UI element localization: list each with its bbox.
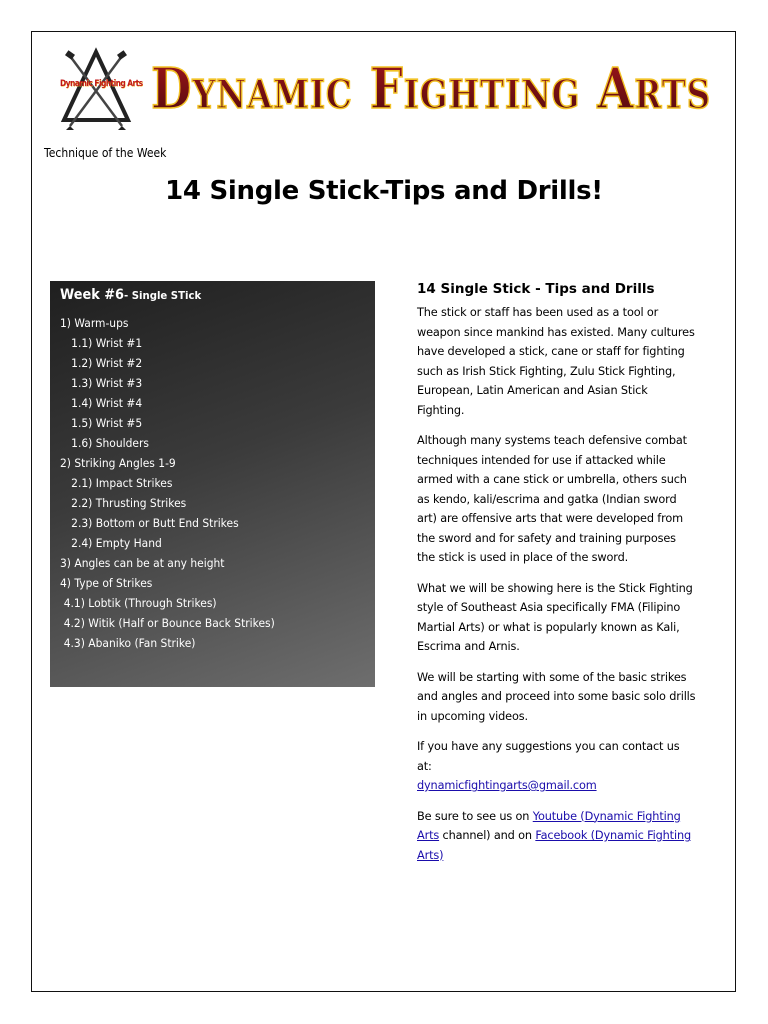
contact-paragraph	[417, 737, 697, 796]
social-pre-text: Be sure to see us on	[417, 809, 533, 823]
article-paragraph-1: The stick or staff has been used as a tool or weapon since mankind has existed. Many cultures have developed a stick, cane or staff for fighting such as Irish Stick Fighting, Zulu Stick Fighting, European, Latin American and Asian Stick Fighting.	[417, 306, 695, 417]
drill-list-item: 1) Warm-ups	[60, 316, 129, 330]
article-paragraph-2: Although many systems teach defensive combat techniques intended for use if attacked while armed with a cane stick or umbrella, others such as kendo, kali/escrima and gatka (Indian sword art) are offensive arts that were developed from the sword and for safety and training purposes the stick is used in place of the sword.	[417, 434, 687, 564]
banner-title	[146, 46, 716, 126]
social-mid-text: channel) and on	[439, 829, 536, 842]
email-link[interactable]: dynamicfightingarts@gmail.com	[417, 779, 597, 792]
logo-text: Dynamic Fighting Arts	[60, 79, 143, 89]
drill-list-item: 1.2) Wrist #2	[71, 356, 143, 370]
drill-list-item: 1.1) Wrist #1	[71, 336, 143, 350]
drill-list-item: 4.3) Abaniko (Fan Strike)	[63, 636, 196, 650]
drill-list-item: 2.4) Empty Hand	[71, 536, 162, 550]
logo	[56, 46, 143, 130]
week-subtitle: - Single STick	[124, 289, 202, 302]
drill-list-item: 2.2) Thrusting Strikes	[71, 496, 187, 510]
drill-list-item: 3) Angles can be at any height	[60, 556, 225, 570]
drill-list-item: 1.3) Wrist #3	[71, 376, 143, 390]
article-title: 14 Single Stick - Tips and Drills	[417, 281, 655, 297]
youtube-link[interactable]: Youtube (Dynamic Fighting Arts	[417, 809, 681, 842]
drill-list-item: 4.2) Witik (Half or Bounce Back Strikes)	[63, 616, 275, 630]
article	[417, 281, 697, 876]
drill-list-item: 1.6) Shoulders	[71, 436, 149, 450]
sidebar-heading	[60, 287, 350, 303]
drill-list-item: 4) Type of Strikes	[60, 576, 153, 590]
drill-list-item: 4.1) Lobtik (Through Strikes)	[63, 596, 217, 610]
article-paragraph-3: What we will be showing here is the Stick Fighting style of Southeast Asia specifically FMA (Filipino Martial Arts) or what is popularly known as Kali, Escrima and Arnis.	[417, 581, 693, 653]
drill-list-item: 2) Striking Angles 1-9	[60, 456, 176, 470]
social-paragraph	[417, 807, 697, 866]
drill-list	[60, 313, 375, 653]
drill-list-item: 2.3) Bottom or Butt End Strikes	[71, 516, 239, 530]
contact-text: If you have any suggestions you can contact us at:	[417, 740, 680, 773]
week-sidebar	[50, 281, 375, 687]
drill-list-item: 1.5) Wrist #5	[71, 416, 143, 430]
drill-list-item: 1.4) Wrist #4	[71, 396, 143, 410]
article-paragraph-4: We will be starting with some of the basic strikes and angles and proceed into some basic solo drills in upcoming videos.	[417, 670, 696, 723]
drill-list-item: 2.1) Impact Strikes	[71, 476, 173, 490]
week-label: Week #6	[60, 287, 125, 303]
technique-label: Technique of the Week	[44, 146, 167, 160]
page-title: 14 Single Stick-Tips and Drills!	[165, 176, 603, 206]
banner-title-text: Dynamic Fighting Arts	[151, 56, 711, 122]
facebook-link[interactable]: Facebook (Dynamic Fighting Arts)	[417, 829, 691, 862]
